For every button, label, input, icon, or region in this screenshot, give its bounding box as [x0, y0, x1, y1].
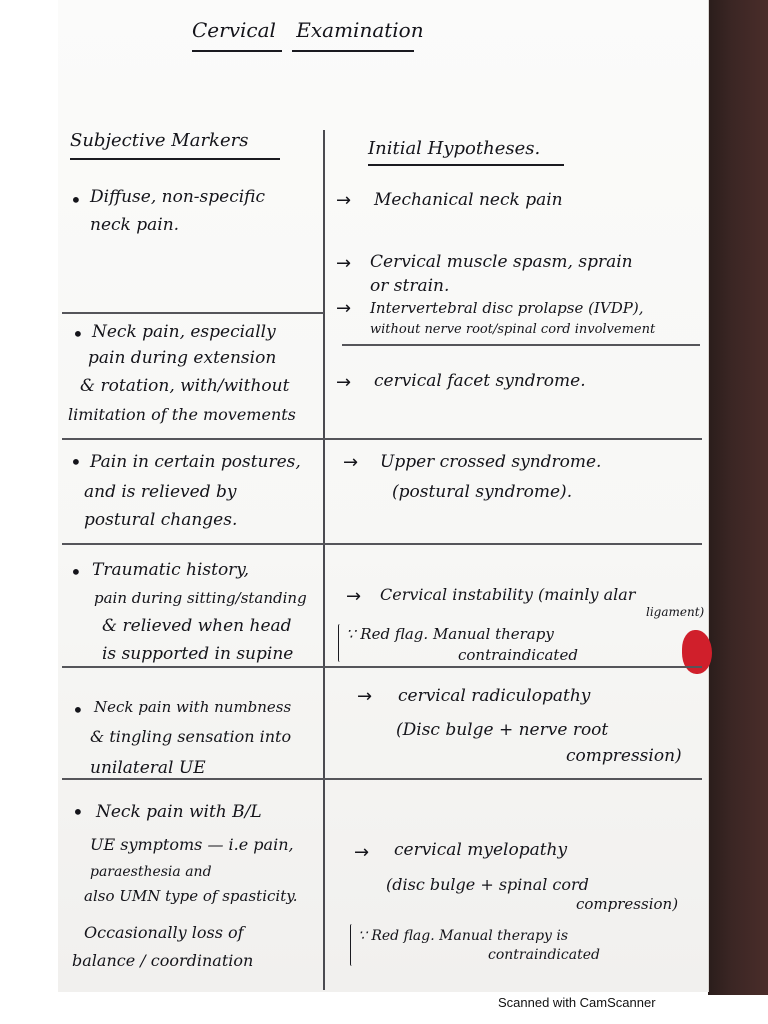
- row-divider: [62, 438, 702, 440]
- marker-line: pain during extension: [88, 348, 277, 368]
- bullet: •: [72, 698, 84, 722]
- bullet: •: [70, 188, 82, 212]
- column-divider: [323, 130, 325, 990]
- hypothesis-line: (Disc bulge + nerve root: [396, 720, 609, 740]
- marker-line: and is relieved by: [84, 482, 237, 502]
- marker-line: neck pain.: [90, 215, 180, 235]
- arrow-icon: →: [336, 190, 352, 211]
- left-column-header: Subjective Markers: [70, 130, 249, 151]
- hypothesis-line: Mechanical neck pain: [374, 190, 563, 210]
- hypothesis-line: Intervertebral disc prolapse (IVDP),: [370, 299, 644, 317]
- marker-line: Occasionally loss of: [84, 923, 244, 942]
- title-underline: [192, 50, 282, 52]
- marker-line: UE symptoms — i.e pain,: [90, 835, 294, 854]
- marker-line: also UMN type of spasticity.: [84, 887, 298, 905]
- hypothesis-line: (disc bulge + spinal cord: [386, 875, 589, 894]
- hypothesis-line: cervical facet syndrome.: [374, 371, 586, 391]
- marker-line: paraesthesia and: [90, 864, 212, 880]
- marker-line: & tingling sensation into: [90, 727, 292, 746]
- hypothesis-line: (postural syndrome).: [392, 482, 573, 502]
- note-line: ∵ Red flag. Manual therapy: [346, 625, 554, 643]
- bullet: •: [72, 800, 84, 824]
- marker-line: balance / coordination: [72, 951, 254, 970]
- hypothesis-line: without nerve root/spinal cord involvement: [370, 322, 656, 337]
- marker-line: is supported in supine: [102, 644, 294, 664]
- note-line: ∵ Red flag. Manual therapy is: [358, 928, 569, 944]
- marker-line: Neck pain, especially: [92, 322, 276, 342]
- hypothesis-line: Cervical instability (mainly alar: [380, 585, 636, 604]
- background-left: [0, 0, 58, 1024]
- marker-line: postural changes.: [84, 510, 238, 530]
- bullet: •: [70, 450, 82, 474]
- marker-line: Traumatic history,: [92, 560, 250, 580]
- row-divider: [62, 312, 324, 314]
- hypothesis-line: compression): [566, 746, 682, 766]
- marker-line: pain during sitting/standing: [94, 589, 307, 607]
- arrow-icon: →: [336, 298, 352, 319]
- arrow-icon: →: [354, 842, 370, 863]
- row-divider: [62, 543, 702, 545]
- note-line: contraindicated: [488, 947, 600, 963]
- arrow-icon: →: [336, 372, 352, 393]
- arrow-icon: →: [336, 253, 352, 274]
- marker-line: Neck pain with numbness: [94, 698, 292, 716]
- marker-line: unilateral UE: [90, 758, 206, 778]
- hypothesis-line: ligament): [646, 605, 705, 619]
- bullet: •: [72, 322, 84, 346]
- header-underline: [368, 164, 564, 166]
- marker-line: & rotation, with/without: [80, 376, 290, 396]
- header-underline: [70, 158, 280, 160]
- page-title: Cervical Examination: [192, 18, 424, 42]
- marker-line: Diffuse, non-specific: [90, 187, 266, 207]
- row-divider: [342, 344, 700, 346]
- hypothesis-line: compression): [576, 895, 679, 913]
- note-line: contraindicated: [458, 646, 578, 664]
- marker-line: limitation of the movements: [68, 405, 296, 424]
- right-column-header: Initial Hypotheses.: [368, 138, 541, 159]
- arrow-icon: →: [346, 586, 362, 607]
- arrow-icon: →: [357, 686, 373, 707]
- marker-line: & relieved when head: [102, 616, 292, 636]
- bullet: •: [70, 560, 82, 584]
- marker-line: Neck pain with B/L: [96, 802, 262, 822]
- hypothesis-line: Cervical muscle spasm, sprain: [370, 252, 633, 272]
- hypothesis-line: cervical myelopathy: [394, 840, 568, 860]
- marker-line: Pain in certain postures,: [90, 452, 301, 472]
- scanner-watermark: Scanned with CamScanner: [498, 995, 656, 1010]
- arrow-icon: →: [343, 452, 359, 473]
- hypothesis-line: cervical radiculopathy: [398, 686, 591, 706]
- hypothesis-line: or strain.: [370, 276, 450, 296]
- background-right: [708, 0, 768, 995]
- title-underline: [292, 50, 414, 52]
- hypothesis-line: Upper crossed syndrome.: [380, 452, 602, 472]
